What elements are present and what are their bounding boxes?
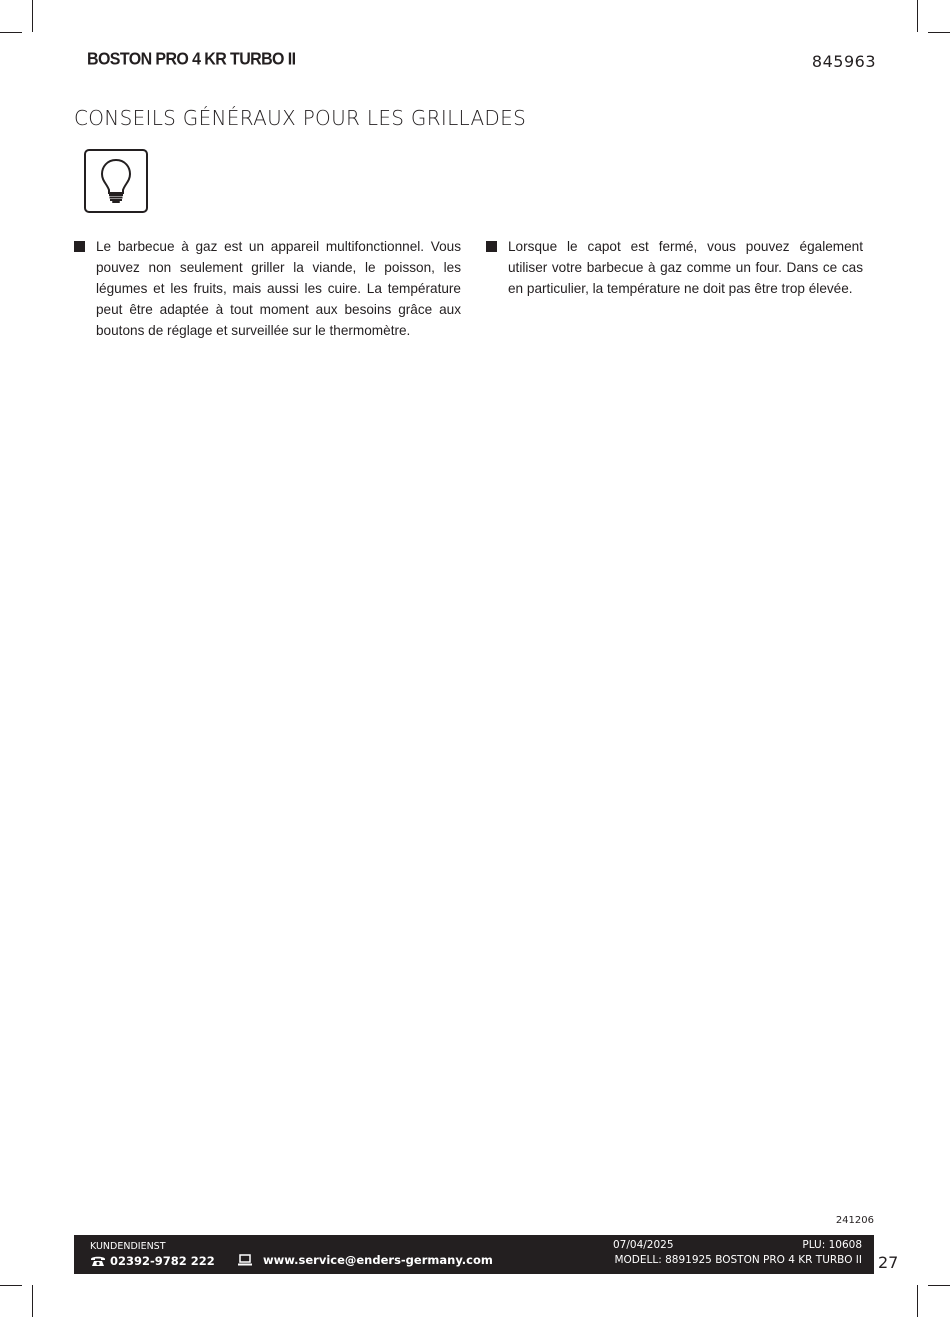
crop-mark [0,32,22,33]
website-link[interactable]: www.service@enders-germany.com [263,1253,493,1267]
crop-mark [917,0,918,32]
document-title: BOSTON PRO 4 KR TURBO II [87,50,296,70]
bullet-column-right [486,236,863,299]
crop-mark [32,0,33,32]
phone-number: 02392-9782 222 [110,1254,215,1268]
crop-mark [928,1285,950,1286]
service-phone [90,1254,215,1268]
service-label: KUNDENDIENST [90,1241,166,1252]
light-bulb-icon [99,157,133,205]
crop-mark [0,1285,22,1286]
footer-date: 07/04/2025 [613,1239,674,1251]
footer-bar [74,1235,874,1274]
crop-mark [32,1285,33,1317]
bullet-column-left [74,236,461,341]
page-number: 27 [878,1253,899,1272]
bullet-text: Lorsque le capot est fermé, vous pouvez également utiliser votre barbecue à gaz comme un four. Dans ce cas en particulier, la température ne doit pas être trop élevée. [508,239,863,296]
list-item [486,236,863,299]
crop-mark [917,1285,918,1317]
section-title: CONSEILS GÉNÉRAUX POUR LES GRILLADES [74,106,527,130]
revision-code: 241206 [835,1215,874,1226]
service-website [237,1253,493,1267]
bullet-square-icon [486,241,497,252]
footer-plu: PLU: 10608 [802,1239,862,1251]
phone-icon [90,1255,106,1267]
crop-mark [928,32,950,33]
bullet-text: Le barbecue à gaz est un appareil multifonctionnel. Vous pouvez non seulement griller la viande, le poisson, les légumes et les fruits, mais aussi les cuire. La température peut être adaptée à tout moment aux besoins grâce aux boutons de réglage et surveillée sur le thermomètre. [96,239,461,338]
tip-icon-box [84,149,148,213]
footer-model: MODELL: 8891925 BOSTON PRO 4 KR TURBO II [614,1254,862,1266]
laptop-icon [237,1254,253,1266]
document-number: 845963 [811,52,876,71]
list-item [74,236,461,341]
bullet-square-icon [74,241,85,252]
